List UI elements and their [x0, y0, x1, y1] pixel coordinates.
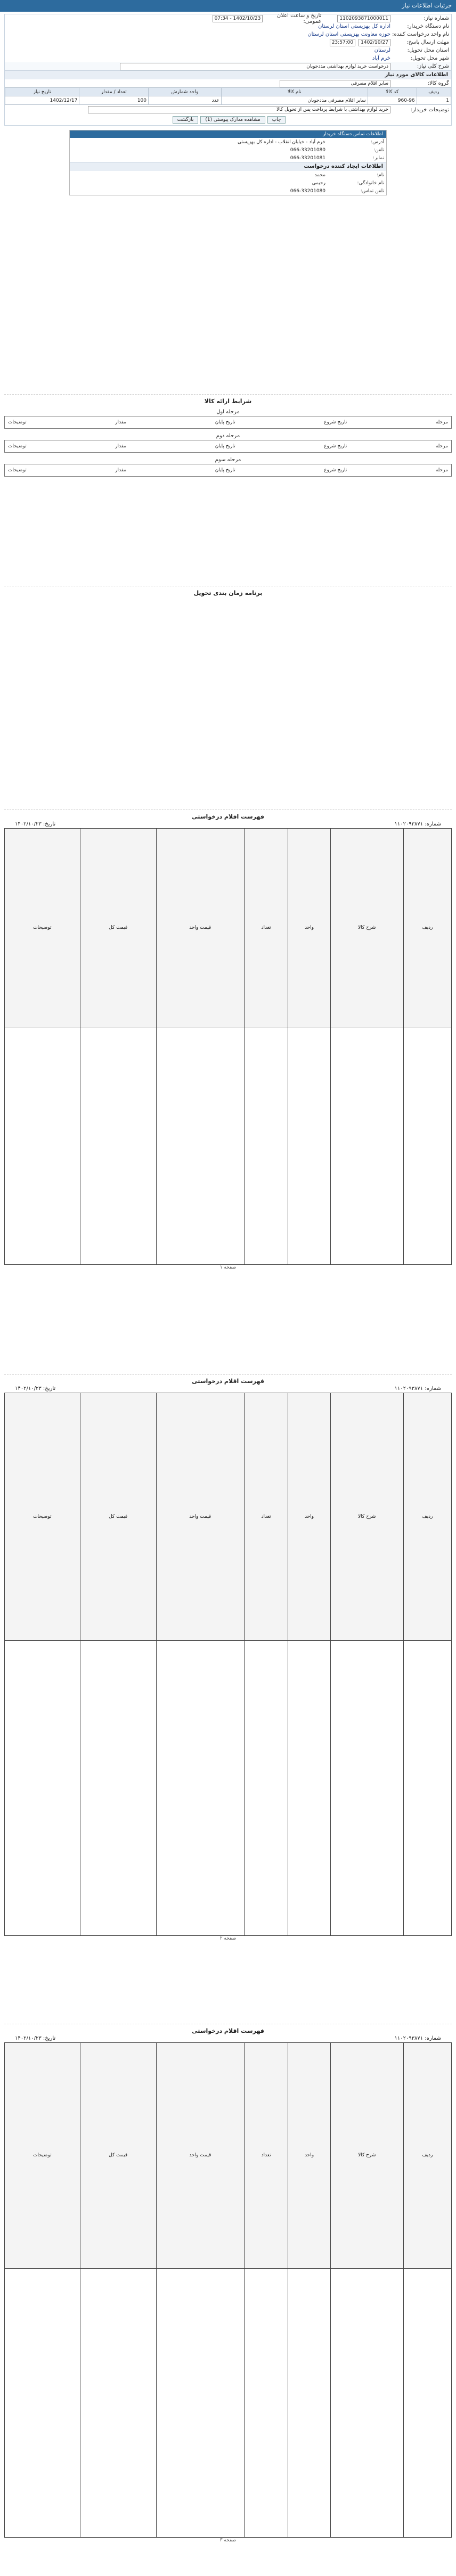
- item-sheet-table: ردیف شرح کالا واحد تعداد قیمت واحد قیمت کل توضیحات: [4, 828, 452, 1265]
- table-row[interactable]: 1 960-96 سایر اقلام مصرفی مددجویان عدد 100 1402/12/17: [5, 96, 451, 105]
- page-1-title: شرایط ارائه کالا: [204, 398, 252, 405]
- buyer-note-field[interactable]: خرید لوازم بهداشتی با شرایط پرداخت پس از تحویل کالا: [88, 106, 390, 113]
- buyer-note-row: توضیحات خریدار: خرید لوازم بهداشتی با شرایط پرداخت پس از تحویل کالا: [5, 105, 451, 115]
- goods-table-header: ردیف کد کالا نام کالا واحد شمارش تعداد / مقدار تاریخ نیاز: [5, 88, 451, 96]
- contact-fax: 066-33201081: [290, 155, 325, 161]
- item-sheet-table: ردیف شرح کالا واحد تعداد قیمت واحد قیمت کل توضیحات: [4, 1393, 452, 1936]
- requester-row: نام واحد درخواست کننده: حوزه معاونت بهزیستی استان لرستان: [307, 31, 449, 37]
- terms-schedule: مرحله اول مرحله تاریخ شروع تاریخ پایان مقدار توضیحات مرحله دوم مرحله تاریخ شروع تاریخ پایان مقدار توضیحات مرحله سوم مرحله تاریخ شروع تاریخ پایان مقدار توضیحات: [4, 409, 452, 477]
- schedule-row: مرحله تاریخ شروع تاریخ پایان مقدار توضیحات: [4, 416, 452, 429]
- group-row: گروه کالا: سایر اقلام مصرفی: [5, 79, 451, 87]
- deadline-time-field[interactable]: 23:57:00: [330, 39, 355, 46]
- city-row: شهر محل تحویل: خرم آباد: [372, 55, 449, 61]
- need-info-panel: [4, 14, 452, 126]
- contact-header: اطلاعات تماس دستگاه خریدار: [70, 130, 386, 138]
- need-number-field[interactable]: 1102093871000011: [337, 15, 390, 22]
- attachments-button[interactable]: مشاهده مدارک پیوستی (1): [200, 116, 265, 124]
- group-field[interactable]: سایر اقلام مصرفی: [280, 80, 390, 87]
- attachment-page-1: [4, 394, 452, 581]
- announce-field[interactable]: 1402/10/23 - 07:34: [213, 15, 263, 22]
- need-number-row: شماره نیاز: 1102093871000011 تاریخ و ساعت اعلان عمومی: 1402/10/23 - 07:34: [5, 14, 451, 22]
- buyer-value: اداره کل بهزیستی استان لرستان: [317, 23, 390, 29]
- province-row: استان محل تحویل: لرستان: [374, 47, 449, 53]
- schedule-row: مرحله تاریخ شروع تاریخ پایان مقدار توضیحات: [4, 440, 452, 453]
- window-title: جزئیات اطلاعات نیاز: [402, 2, 452, 9]
- item-sheet-table: ردیف شرح کالا واحد تعداد قیمت واحد قیمت کل توضیحات: [4, 2042, 452, 2538]
- goods-table: [5, 87, 451, 105]
- contact-address: خرم آباد - خیابان انقلاب - اداره کل بهزیستی: [237, 139, 325, 145]
- desc-row: شرح کلی نیاز: درخواست خرید لوازم بهداشتی مددجویان: [5, 62, 451, 70]
- item-sheet-1: فهرست اقلام درخواستی شماره: ۱۱۰۲۰۹۳۸۷۱ تاریخ: ۱۴۰۲/۱۰/۲۳ ردیف شرح کالا واحد تعداد قیمت واحد قیمت کل توضیحات صفحه ۱: [4, 809, 452, 1311]
- attachment-page-2-title: برنامه زمان بندی تحویل: [4, 586, 452, 618]
- item-sheet-3: فهرست اقلام درخواستی شماره: ۱۱۰۲۰۹۳۸۷۱ تاریخ: ۱۴۰۲/۱۰/۲۳ ردیف شرح کالا واحد تعداد قیمت واحد قیمت کل توضیحات صفحه ۳: [4, 2024, 452, 2567]
- requester-value: حوزه معاونت بهزیستی استان لرستان: [307, 31, 390, 37]
- back-button[interactable]: بازگشت: [173, 116, 199, 124]
- schedule-row: مرحله تاریخ شروع تاریخ پایان مقدار توضیحات: [4, 464, 452, 477]
- item-sheet-2: فهرست اقلام درخواستی شماره: ۱۱۰۲۰۹۳۸۷۱ تاریخ: ۱۴۰۲/۱۰/۲۳ ردیف شرح کالا واحد تعداد قیمت واحد قیمت کل توضیحات صفحه ۲: [4, 1374, 452, 1976]
- contact-card: اطلاعات تماس دستگاه خریدار آدرس: خرم آباد - خیابان انقلاب - اداره کل بهزیستی تلفن: 066-33201080 نمابر: 066-33201081 اطلاعات ایجاد کننده درخواست نام: محمد نام خانوادگی: رحیمی تلفن تماس: 066-33201080: [69, 130, 387, 195]
- goods-section-header: اطلاعات کالای مورد نیاز: [5, 70, 451, 79]
- action-buttons: [5, 115, 451, 125]
- contact-phone: 066-33201080: [290, 147, 325, 153]
- window-title-bar: [0, 0, 456, 12]
- requester-header: اطلاعات ایجاد کننده درخواست: [70, 162, 386, 171]
- deadline-row: مهلت ارسال پاسخ: 1402/10/27 23:57:00: [5, 38, 451, 46]
- print-button[interactable]: چاپ: [267, 116, 286, 124]
- buyer-row: نام دستگاه خریدار: اداره کل بهزیستی استان لرستان: [317, 23, 449, 29]
- desc-field[interactable]: درخواست خرید لوازم بهداشتی مددجویان: [120, 63, 390, 70]
- deadline-date-field[interactable]: 1402/10/27: [359, 39, 390, 46]
